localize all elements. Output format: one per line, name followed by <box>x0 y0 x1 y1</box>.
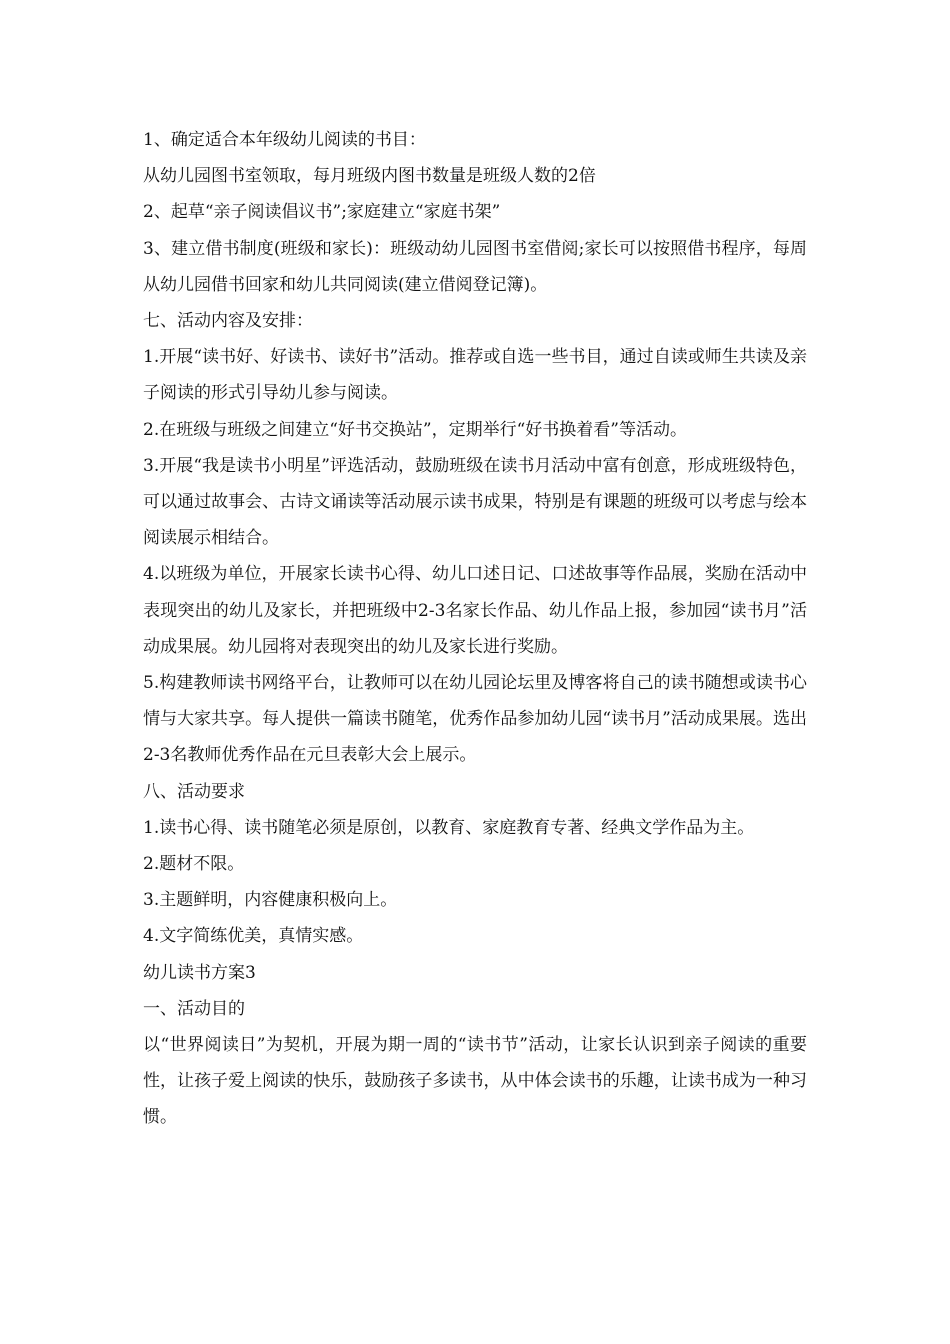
list-item-reading-star: 3.开展“我是读书小明星”评选活动，鼓励班级在读书月活动中富有创意，形成班级特色，可以通过故事会、古诗文诵读等活动展示读书成果，特别是有课题的班级可以考虑与绘本阅读展示相结合。 <box>143 455 807 549</box>
list-item-works-exhibition: 4.以班级为单位，开展家长读书心得、幼儿口述日记、口述故事等作品展，奖励在活动中表现突出的幼儿及家长，并把班级中2-3名家长作品、幼儿作品上报，参加园“读书月”活动成果展。幼儿园将对表现突出的幼儿及家长进行奖励。 <box>143 564 807 657</box>
list-item-reading-activity: 1.开展“读书好、好读书、读好书”活动。推荐或自选一些书目，通过自读或师生共读及亲子阅读的形式引导幼儿参与阅读。 <box>143 347 807 404</box>
section-heading-purpose: 一、活动目的 <box>143 998 245 1019</box>
list-item-teacher-platform: 5.构建教师读书网络平台，让教师可以在幼儿园论坛里及博客将自己的读书随想或读书心情与大家共享。每人提供一篇读书随笔，优秀作品参加幼儿园“读书月”活动成果展。选出2-3名教师优秀作品在元旦表彰大会上展示。 <box>143 673 807 766</box>
paragraph-book-source: 从幼儿园图书室领取，每月班级内图书数量是班级人数的2倍 <box>143 166 596 187</box>
document-body <box>143 122 807 1136</box>
list-item-theme: 3.主题鲜明，内容健康积极向上。 <box>143 890 398 911</box>
document-section-title: 幼儿读书方案3 <box>143 962 256 983</box>
list-item-book-exchange: 2.在班级与班级之间建立“好书交换站”，定期举行“好书换着看”等活动。 <box>143 419 687 440</box>
section-heading-requirements: 八、活动要求 <box>143 781 245 802</box>
list-item-originality: 1.读书心得、读书随笔必须是原创，以教育、家庭教育专著、经典文学作品为主。 <box>143 817 755 838</box>
list-item-writing-style: 4.文字简练优美，真情实感。 <box>143 926 364 947</box>
paragraph-purpose: 以“世界阅读日”为契机，开展为期一周的“读书节”活动，让家长认识到亲子阅读的重要性，让孩子爱上阅读的快乐，鼓励孩子多读书，从中体会读书的乐趣，让读书成为一种习惯。 <box>143 1035 807 1128</box>
list-item-borrowing-system: 3、建立借书制度(班级和家长)：班级动幼儿园图书室借阅;家长可以按照借书程序，每周从幼儿园借书回家和幼儿共同阅读(建立借阅登记簿)。 <box>143 238 807 295</box>
list-item-topic: 2.题材不限。 <box>143 854 245 875</box>
section-heading-activity-content: 七、活动内容及安排： <box>143 311 313 332</box>
list-item-draft-proposal: 2、起草“亲子阅读倡议书”;家庭建立“家庭书架” <box>143 202 501 223</box>
list-item-select-books: 1、确定适合本年级幼儿阅读的书目： <box>143 130 426 150</box>
